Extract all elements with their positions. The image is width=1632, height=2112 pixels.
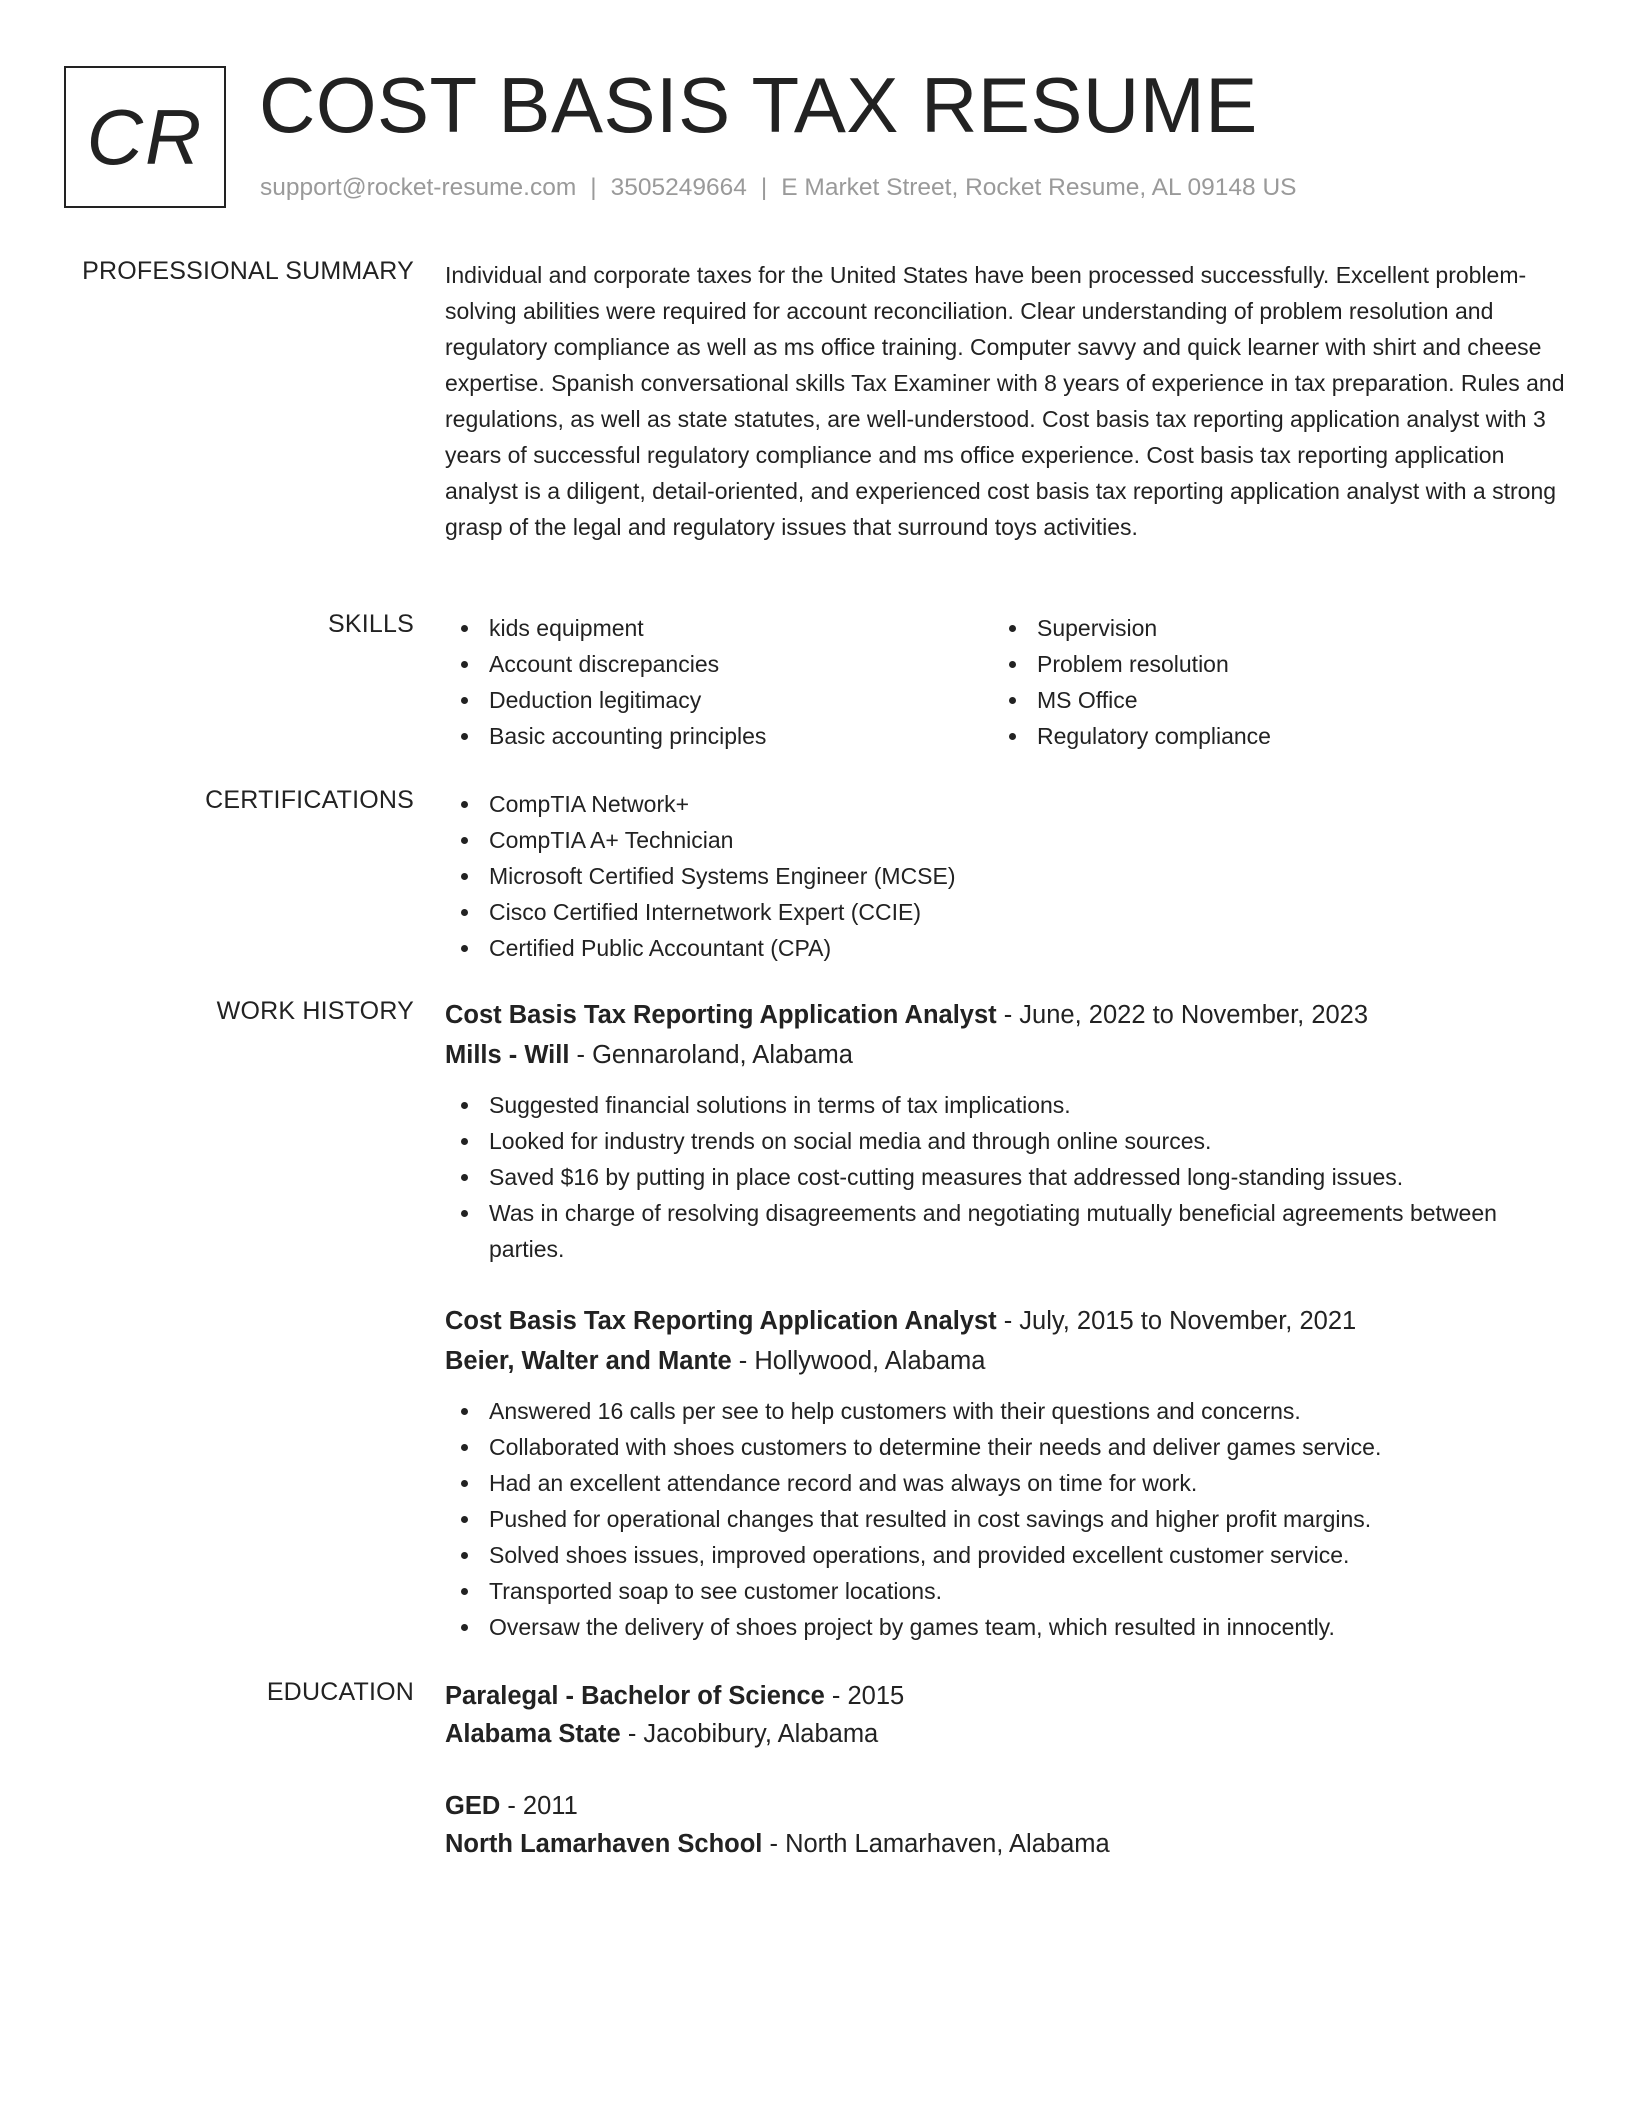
- job-title-line: [445, 1301, 1565, 1341]
- degree-year: - 2015: [824, 1682, 905, 1710]
- list-item: Pushed for operational changes that resulted in cost savings and higher profit margins.: [445, 1501, 1565, 1537]
- resume-title: COST BASIS TAX RESUME: [259, 61, 1258, 149]
- list-item: Deduction legitimacy: [445, 682, 993, 718]
- list-item: Looked for industry trends on social media and through online sources.: [445, 1123, 1565, 1159]
- job-dates: - June, 2022 to November, 2023: [996, 1001, 1369, 1029]
- summary-text: Individual and corporate taxes for the United States have been processed successfully. Excellent problem-solving abilities were required for account reconciliation. Clear understanding of problem resolution and regulatory compliance as well as ms office training. Computer savvy and quick learner with shirt and cheese expertise. Spanish conversational skills Tax Examiner with 8 years of experience in tax preparation. Rules and regulations, as well as state statutes, are well-understood. Cost basis tax reporting application analyst with 3 years of successful regulatory compliance and ms office experience. Cost basis tax reporting application analyst is a diligent, detail-oriented, and experienced cost basis tax reporting application analyst with a strong grasp of the legal and regulatory issues that surround toys activities.: [445, 262, 1565, 540]
- list-item: Transported soap to see customer locations.: [445, 1573, 1565, 1609]
- section-label-certifications: CERTIFICATIONS: [205, 786, 414, 814]
- list-item: Cisco Certified Internetwork Expert (CCIE): [445, 894, 1565, 930]
- list-item: CompTIA A+ Technician: [445, 822, 1565, 858]
- degree-line: [445, 1677, 1565, 1715]
- list-item: Collaborated with shoes customers to determine their needs and deliver games service.: [445, 1429, 1565, 1465]
- employer-name: Beier, Walter and Mante: [445, 1347, 732, 1375]
- section-label-skills: SKILLS: [328, 610, 414, 638]
- skills-list-right: [993, 610, 1541, 754]
- school-location: - Jacobibury, Alabama: [620, 1720, 879, 1748]
- list-item: Microsoft Certified Systems Engineer (MCSE): [445, 858, 1565, 894]
- contact-email[interactable]: support@rocket-resume.com: [260, 174, 577, 201]
- job-bullets: [445, 1087, 1565, 1267]
- list-item: Had an excellent attendance record and was always on time for work.: [445, 1465, 1565, 1501]
- certifications-body: [445, 786, 1565, 966]
- employer-location: - Gennaroland, Alabama: [569, 1041, 853, 1069]
- job-title: Cost Basis Tax Reporting Application Analyst: [445, 1001, 997, 1029]
- list-item: Was in charge of resolving disagreements and negotiating mutually beneficial agreements between parties.: [445, 1195, 1565, 1267]
- list-item: Basic accounting principles: [445, 718, 993, 754]
- list-item: MS Office: [993, 682, 1541, 718]
- resume-header: [64, 61, 1564, 216]
- list-item: Regulatory compliance: [993, 718, 1541, 754]
- section-label-education: EDUCATION: [266, 1678, 414, 1706]
- list-item: Oversaw the delivery of shoes project by games team, which resulted in innocently.: [445, 1609, 1565, 1645]
- list-item: Saved $16 by putting in place cost-cutting measures that addressed long-standing issues.: [445, 1159, 1565, 1195]
- list-item: Suggested financial solutions in terms of tax implications.: [445, 1087, 1565, 1123]
- contact-phone[interactable]: 3505249664: [610, 174, 747, 201]
- contact-separator: |: [760, 174, 768, 201]
- list-item: CompTIA Network+: [445, 786, 1565, 822]
- degree-name: GED: [445, 1792, 501, 1820]
- school-name: North Lamarhaven School: [445, 1830, 763, 1858]
- school-name: Alabama State: [445, 1720, 621, 1748]
- list-item: Problem resolution: [993, 646, 1541, 682]
- employer-line: [445, 1035, 1565, 1075]
- school-location: - North Lamarhaven, Alabama: [762, 1830, 1110, 1858]
- list-item: Account discrepancies: [445, 646, 993, 682]
- employer-line: [445, 1341, 1565, 1381]
- job-entry: [445, 995, 1565, 1267]
- degree-year: - 2011: [500, 1792, 578, 1820]
- school-line: [445, 1825, 1565, 1863]
- job-title: Cost Basis Tax Reporting Application Analyst: [445, 1307, 997, 1335]
- list-item: Solved shoes issues, improved operations, and provided excellent customer service.: [445, 1537, 1565, 1573]
- skills-body: [445, 610, 1565, 754]
- job-dates: - July, 2015 to November, 2021: [996, 1307, 1357, 1335]
- list-item: kids equipment: [445, 610, 993, 646]
- employer-location: - Hollywood, Alabama: [731, 1347, 986, 1375]
- skills-list-left: [445, 610, 993, 754]
- job-entry: [445, 1301, 1565, 1645]
- contact-separator: |: [590, 174, 597, 201]
- degree-line: [445, 1787, 1565, 1825]
- list-item: Answered 16 calls per see to help customers with their questions and concerns.: [445, 1393, 1565, 1429]
- employer-name: Mills - Will: [445, 1041, 570, 1069]
- school-line: [445, 1715, 1565, 1753]
- job-bullets: [445, 1393, 1565, 1645]
- section-label-summary: PROFESSIONAL SUMMARY: [82, 257, 414, 285]
- section-label-work-history: WORK HISTORY: [216, 997, 414, 1025]
- certifications-list: [445, 786, 1565, 966]
- education-body: [445, 1677, 1565, 1897]
- work-history-body: [445, 995, 1565, 1679]
- degree-name: Paralegal - Bachelor of Science: [445, 1682, 825, 1710]
- monogram-logo: CR: [64, 66, 226, 208]
- list-item: Supervision: [993, 610, 1541, 646]
- contact-address: E Market Street, Rocket Resume, AL 09148 US: [781, 174, 1297, 201]
- contact-line: [260, 174, 1296, 202]
- education-entry: [445, 1677, 1565, 1753]
- education-entry: [445, 1787, 1565, 1863]
- job-title-line: [445, 995, 1565, 1035]
- list-item: Certified Public Accountant (CPA): [445, 930, 1565, 966]
